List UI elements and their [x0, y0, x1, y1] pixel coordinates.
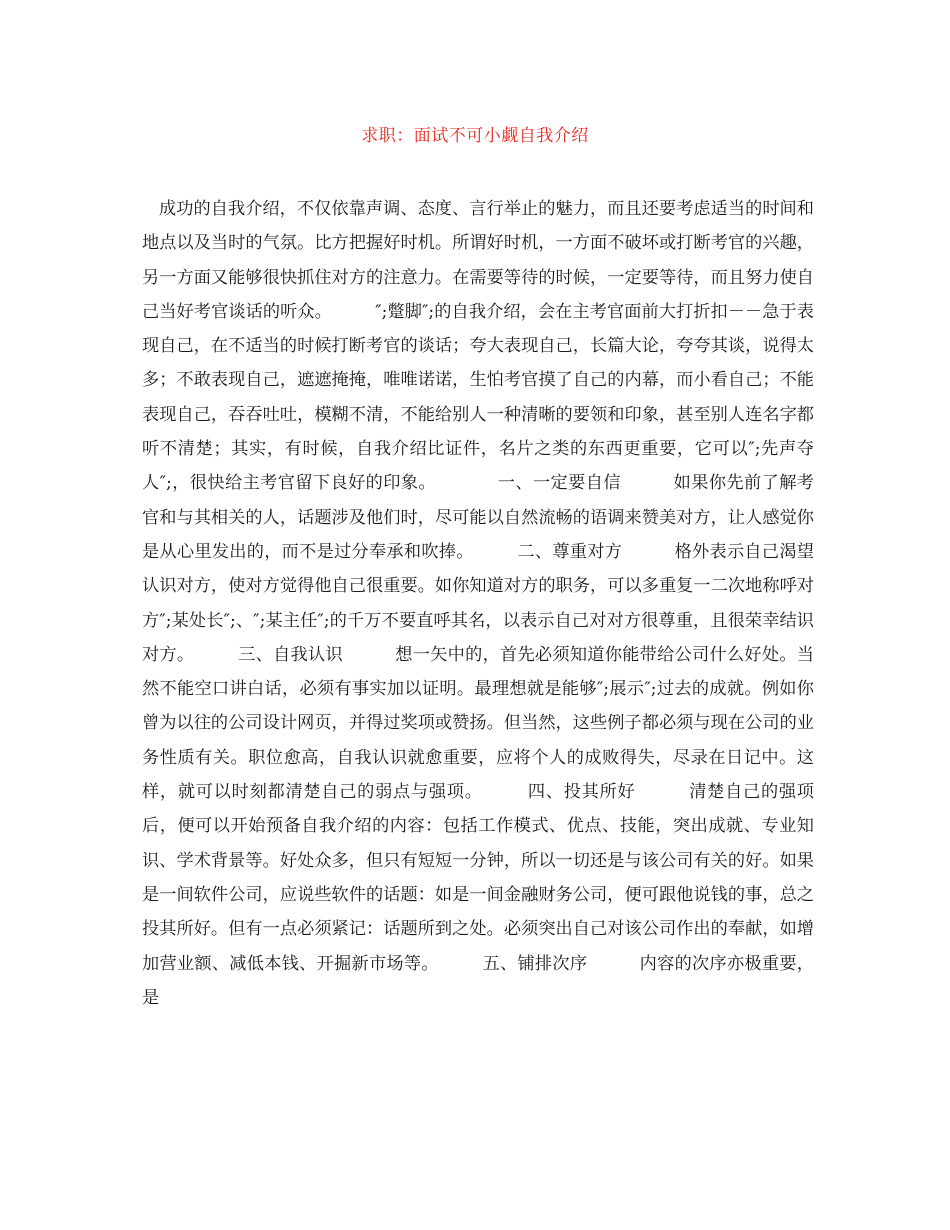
body-paragraph: 成功的自我介绍，不仅依靠声调、态度、言行举止的魅力，而且还要考虑适当的时间和地点以及当时的气氛。比方把握好时机。所谓好时机，一方面不破坏或打断考官的兴趣，另一方面又能够很快抓住对方的注意力。在需要等待的时候，一定要等待，而且努力使自己当好考官谈话的听众。 ″;蹩脚″;的自我介绍，会在主考官面前大打折扣－－急于表现自己，在不适当的时候打断考官的谈话；夸大表现自己，长篇大论，夸夸其谈，说得太多；不敢表现自己，遮遮掩掩，唯唯诺诺，生怕考官摸了自己的内幕，而小看自己；不能表现自己，吞吞吐吐，模糊不清，不能给别人一种清晰的要领和印象，甚至别人连名字都听不清楚；其实，有时候，自我介绍比证件，名片之类的东西更重要，它可以″;先声夺人″;，很快给主考官留下良好的印象。 一、一定要自信 如果你先前了解考官和与其相关的人，话题涉及他们时，尽可能以自然流畅的语调来赞美对方，让人感觉你是从心里发出的，而不是过分奉承和吹捧。 二、尊重对方 格外表示自己渴望认识对方，使对方觉得他自己很重要。如你知道对方的职务，可以多重复一二次地称呼对方″;某处长″;、″;某主任″;的千万不要直呼其名，以表示自己对对方很尊重，且很荣幸结识对方。 三、自我认识 想一矢中的，首先必须知道你能带给公司什么好处。当然不能空口讲白话，必须有事实加以证明。最理想就是能够″;展示″;过去的成就。例如你曾为以往的公司设计网页，并得过奖项或赞扬。但当然，这些例子都必须与现在公司的业务性质有关。职位愈高，自我认识就愈重要，应将个人的成败得失，尽录在日记中。这样，就可以时刻都清楚自己的弱点与强项。 四、投其所好 清楚自己的强项后，便可以开始预备自我介绍的内容：包括工作模式、优点、技能，突出成就、专业知识、学术背景等。好处众多，但只有短短一分钟，所以一切还是与该公司有关的好。如果是一间软件公司，应说些软件的话题：如是一间金融财务公司，便可跟他说钱的事，总之投其所好。但有一点必须紧记：话题所到之处。必须突出自己对该公司作出的奉献，如增加营业额、减低本钱、开掘新市场等。 五、铺排次序 内容的次序亦极重要，是 — [142, 199, 814, 1008]
page-title: 求职：面试不可小觑自我介绍 — [361, 126, 589, 146]
